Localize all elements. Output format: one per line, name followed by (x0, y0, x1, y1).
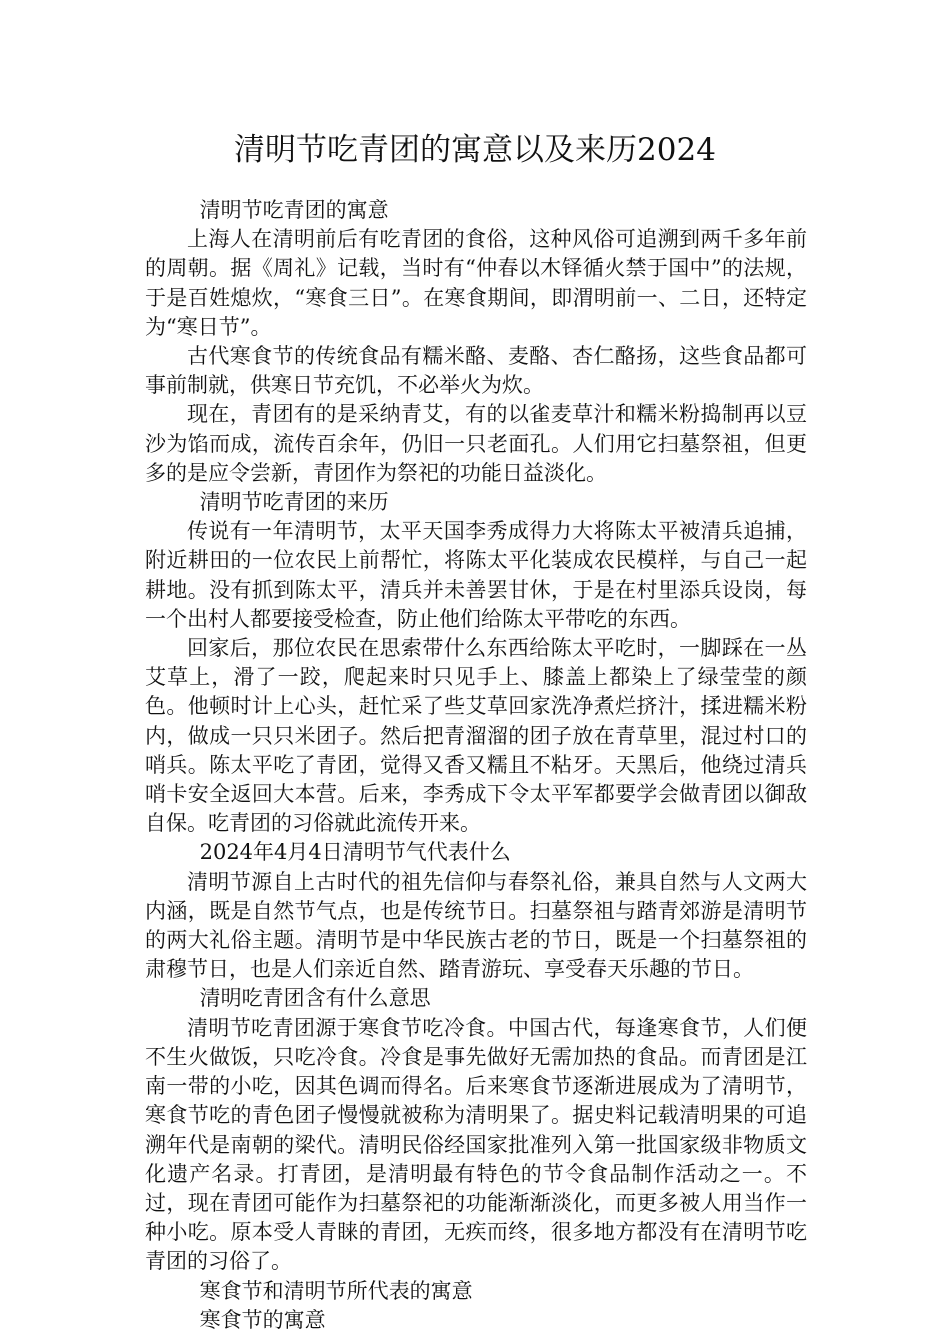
section-heading: 2024年4月4日清明节气代表什么 (199, 840, 511, 865)
section-heading: 寒食节的寓意 (199, 1307, 326, 1332)
section-heading: 清明节吃青团的来历 (199, 490, 389, 515)
body-paragraph: 上海人在清明前后有吃青团的食俗，这种风俗可追溯到两千多年前的周朝。据《周礼》记载，当时有“仲春以木铎循火禁于国中”的法规，于是百姓熄炊，“寒食三日”。在寒食期间，即渭明前一、二日，还特定为“寒日节”。 (145, 227, 807, 339)
document-body (145, 196, 807, 1335)
document-title: 清明节吃青团的寓意以及来历2024 (234, 132, 716, 168)
body-paragraph: 回家后，那位农民在思索带什么东西给陈太平吃时，一脚踩在一丛艾草上，滑了一跤，爬起来时只见手上、膝盖上都染上了绿莹莹的颜色。他顿时计上心头，赶忙采了些艾草回家洗净煮烂挤汁，揉进糯米粉内，做成一只只米团子。然后把青溜溜的团子放在青草里，混过村口的哨兵。陈太平吃了青团，觉得又香又糯且不粘牙。天黑后，他绕过清兵哨卡安全返回大本营。后来，李秀成下令太平军都要学会做青团以御敌自保。吃青团的习俗就此流传开来。 (145, 636, 807, 836)
body-paragraph: 清明节源自上古时代的祖先信仰与春祭礼俗，兼具自然与人文两大内涵，既是自然节气点，也是传统节日。扫墓祭祖与踏青郊游是清明节的两大礼俗主题。清明节是中华民族古老的节日，既是一个扫墓祭祖的肃穆节日，也是人们亲近自然、踏青游玩、享受春天乐趣的节日。 (145, 869, 807, 982)
section-heading: 寒食节和清明节所代表的寓意 (199, 1278, 473, 1303)
body-paragraph: 现在，青团有的是采纳青艾，有的以雀麦草汁和糯米粉捣制再以豆沙为馅而成，流传百余年，仍旧一只老面孔。人们用它扫墓祭祖，但更多的是应令尝新，青团作为祭祀的功能日益淡化。 (145, 402, 807, 485)
body-paragraph: 古代寒食节的传统食品有糯米酪、麦酪、杏仁酪扬，这些食品都可事前制就，供寒日节充饥，不必举火为炊。 (145, 344, 807, 398)
section-heading: 清明吃青团含有什么意思 (199, 986, 431, 1011)
body-paragraph: 清明节吃青团源于寒食节吃冷食。中国古代，每逢寒食节，人们便不生火做饭，只吃冷食。冷食是事先做好无需加热的食品。而青团是江南一带的小吃，因其色调而得名。后来寒食节逐渐进展成为了清明节，寒食节吃的青色团子慢慢就被称为清明果了。据史料记载清明果的可追溯年代是南朝的梁代。清明民俗经国家批准列入第一批国家级非物质文化遗产名录。打青团，是清明最有特色的节令食品制作活动之一。不过，现在青团可能作为扫墓祭祀的功能渐渐淡化，而更多被人用当作一种小吃。原本受人青睐的青团，无疾而终，很多地方都没有在清明节吃青团的习俗了。 (145, 1015, 807, 1274)
section-heading: 清明节吃青团的寓意 (199, 198, 389, 222)
body-paragraph: 传说有一年清明节，太平天国李秀成得力大将陈太平被清兵追捕，附近耕田的一位农民上前帮忙，将陈太平化装成农民模样，与自己一起耕地。没有抓到陈太平，清兵并未善罢甘休，于是在村里添兵设岗，每一个出村人都要接受检查，防止他们给陈太平带吃的东西。 (145, 519, 807, 631)
